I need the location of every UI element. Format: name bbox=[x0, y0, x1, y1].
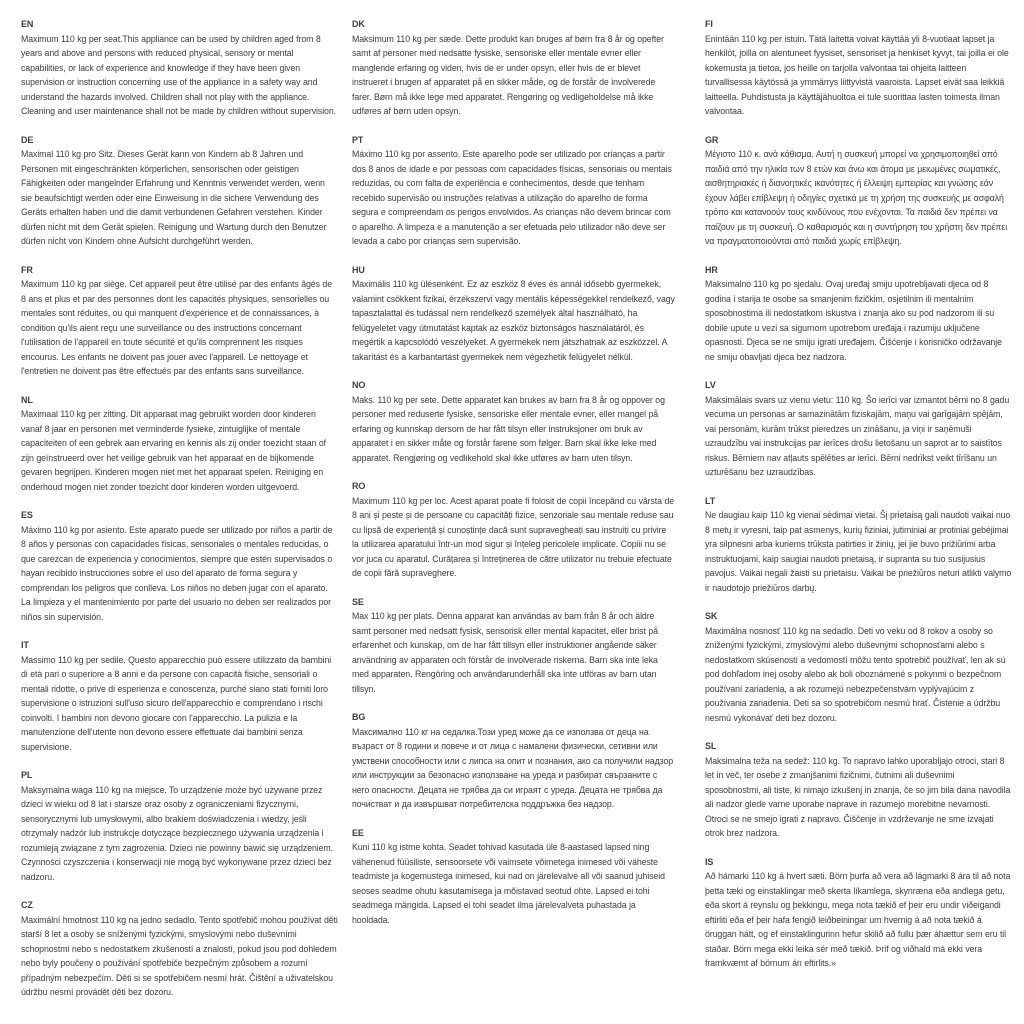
section-pl bbox=[21, 768, 338, 884]
lang-text-it: Massimo 110 kg per sedile. Questo apparecchio può essere utilizzato da bambini di età pari o superiore a 8 anni e da persone con capacità fisiche, sensoriali o mentali ridotte, o prive di esperienza e conoscenza, purché siano stati forniti loro supervisione o istruzioni sull'uso sicuro dell'apparecchio e comprendano i rischi coinvolti. I bambini non devono giocare con l'apparecchio. La pulizia e la manutenzione dell'utente non devono essere effettuate dai bambini senza supervisione. bbox=[21, 654, 332, 752]
lang-code-dk: DK bbox=[352, 19, 365, 29]
lang-text-hr: Maksimalno 110 kg po sjedalu. Ovaj uređaj smiju upotrebljavati djeca od 8 godina i starija te osobe sa smanjenim fizičkim, osjetilnim ili mentalnim sposobnostima ili nedostatkom iskustva i znanja ako su pod nadzorom ili su dobile upute u vezi sa sigurnom upotrebom uređaja i razumiju uključene opasnosti. Djeca se ne smiju igrati uređajem. Čišćenje i korisničko održavanje ne smiju obavljati djeca bez nadzora. bbox=[705, 279, 1002, 362]
lang-code-is: IS bbox=[705, 856, 714, 867]
lang-text-no: Maks. 110 kg per sete. Dette apparatet kan brukes av barn fra 8 år og oppover og personer med reduserte fysiske, sensoriske eller mentale evner, eller mangel på erfaring og kunnskap dersom de har fått tilsyn eller instruksjoner om bruk av apparatet i en sikker måte og forstår farene som følger. Barn skal ikke leke med apparatet. Rengjøring og vedlikehold skal ikke utføres av barn uten tilsyn. bbox=[352, 394, 665, 463]
lang-text-en: Maximum 110 kg per seat.This appliance can be used by children aged from 8 years and above and persons with reduced physical, sensory or mental capabilities, or lack of experience and knowledge if they have been given supervision or instruction concerning use of the appliance in a safety way and understand the hazards involved. Children shall not play with the appliance. Cleaning and user maintenance shall not be made by children without supervision. bbox=[21, 33, 336, 116]
column-1 bbox=[21, 17, 338, 1014]
lang-text-is: Að hámarki 110 kg á hvert sæti. Börn þurfa að vera að lágmarki 8 ára til að nota þetta tæki og einstaklingar með skerta líkamlega, skynræna eða andlega getu, eða skort á reynslu og þekkingu, mega nota tækið ef þeir eru undir viðeigandi eftirliti eða ef þeir hafa fengið leiðbeiningar um hvernig á að nota tækið á öruggan hátt, og ef einstaklingurinn hefur skilið að fullu þær áhættur sem eru til staðar. Börn mega ekki leika sér með tækið. Þrif og viðhald má ekki vera framkvæmt af börnum án eftirlits.» bbox=[705, 871, 1011, 968]
section-ro bbox=[352, 479, 675, 581]
lang-code-lt: LT bbox=[705, 495, 716, 506]
section-it bbox=[21, 638, 338, 754]
lang-text-pl: Maksymalna waga 110 kg na miejsce. To urządzenie może być używane przez dzieci w wieku od 8 lat i starsze oraz osoby z ograniczeniami fizycznymi, sensorycznymi lub umysłowymi, albo brakiem doświadczenia i wiedzy, jeśli otrzymały nadzór lub instrukcje dotyczące bezpiecznego używania urządzenia i rozumieją związane z tym zagrożenia. Dzieci nie powinny bawić się urządzeniem. Czynności czyszczenia i konserwacji nie mogą być wykonywane przez dzieci bez nadzoru. bbox=[21, 784, 334, 882]
lang-code-it: IT bbox=[21, 640, 29, 650]
lang-text-dk: Maksimum 110 kg per sæde. Dette produkt kan bruges af børn fra 8 år og opefter samt af personer med nedsatte fysiske, sensoriske eller mentale evner eller manglende erfaring og viden, hvis de er under opsyn, eller hvis de er blevet instrueret i brugen af apparatet på en sikker måde, og de forstår de involverede farer. Børn må ikke lege med apparatet. Rengøring og vedligeholdelse må ikke udføres af børn uden opsyn. bbox=[352, 33, 664, 116]
section-no bbox=[352, 378, 675, 465]
lang-code-sl: SL bbox=[705, 741, 717, 751]
lang-code-bg: BG bbox=[352, 712, 366, 722]
section-is bbox=[705, 855, 1012, 971]
lang-code-ee: EE bbox=[352, 827, 364, 838]
lang-code-pl: PL bbox=[21, 770, 33, 780]
lang-text-fi: Enintään 110 kg per istuin. Tätä laitetta voivat käyttää yli 8-vuotiaat lapset ja henkilöt, joilla on alentuneet fyysiset, sensoriset ja henkiset kyvyt, tai joilla ei ole kokemusta ja tietoa, jos heille on tarjolla valvontaa tai ohjeita laitteen turvallisessa käytössä ja ymmärrys liittyvistä vaaroista. Lapset eivät saa leikkiä laitteella. Puhdistusta ja käyttäjähuoltoa ei tule suorittaa lasten toimesta ilman valvontaa. bbox=[705, 33, 1009, 116]
section-en bbox=[21, 17, 338, 119]
lang-text-bg: Максимално 110 кг на седалка.Този уред може да се използва от деца на възраст от 8 години и повече и от лица с намалени физически, сетивни или умствени способности или с липса на опит и познания, ако са получили надзор или инструкции за безопасно използване на уреда и разбират свързаните с него опасности. Децата не трябва да си играят с уреда. Децата не трябва да почистват и да извършват потребителска поддръжка без надзор. bbox=[352, 726, 674, 809]
lang-text-cz: Maximální hmotnost 110 kg na jedno sedadlo. Tento spotřebič mohou používat děti starší 8 let a osoby se sníženými fyzickými, smyslovými nebo duševními schopnostmi nebo s nedostatkem zkušeností a znalostí, pokud jsou pod dohledem nebo byly poučeny o používání spotřebiče bezpečným způsobem a rozumí případným nebezpečím. Děti si se spotřebičem nesmí hrát. Čištění a uživatelskou údržbu nesmí provádět děti bez dozoru. bbox=[21, 914, 338, 997]
section-lv bbox=[705, 378, 1012, 480]
section-fi bbox=[705, 17, 1012, 119]
section-cz bbox=[21, 898, 338, 1000]
lang-code-fr: FR bbox=[21, 264, 33, 275]
lang-text-nl: Maximaal 110 kg per zitting. Dit apparaat mag gebruikt worden door kinderen vanaf 8 jaar en personen met verminderde fysieke, zintuiglijke of mentale capaciteiten of een gebrek aan ervaring en kennis als zij onder toezicht staan of zijn geïnstrueerd over het veilige gebruik van het apparaat en de bijkomende gevaren begrijpen. Kinderen mogen niet met het apparaat spelen. Reiniging en onderhoud mogen niet zonder toezicht door kinderen worden uitgevoerd. bbox=[21, 409, 327, 492]
lang-text-se: Max 110 kg per plats. Denna apparat kan användas av barn från 8 år och äldre samt personer med nedsatt fysisk, sensorisk eller mental kapacitet, eller brist på erfarenhet och kunskap, om de har fått tillsyn eller instruktioner angående säker användning av apparaten och förstår de involverade riskerna. Barn ska inte leka med apparaten. Rengöring och användarunderhåll ska inte utföras av barn utan tillsyn. bbox=[352, 611, 658, 694]
section-dk bbox=[352, 17, 675, 119]
column-3 bbox=[705, 17, 1012, 985]
lang-code-sk: SK bbox=[705, 611, 718, 621]
section-bg bbox=[352, 710, 675, 812]
lang-text-ee: Kuni 110 kg istme kohta. Seadet tohivad kasutada üle 8-aastased lapsed ning vähenenud füüsiliste, sensoorsete või vaimsete võimetega inimesed või väheste teadmiste ja kogemustega inimesed, kui nad on järelevalve all või saanud juhiseid seoses seadme ohutu kasutamisega ja mõistavad seotud ohte. Lapsed ei tohi seadmega mängida. Lapsed ei tohi seadet ilma järelevalveta puhastada ja hooldada. bbox=[352, 842, 665, 925]
section-se bbox=[352, 595, 675, 697]
lang-code-nl: NL bbox=[21, 394, 33, 405]
section-hu bbox=[352, 263, 675, 365]
section-sk bbox=[705, 609, 1012, 725]
lang-code-cz: CZ bbox=[21, 900, 33, 910]
section-lt bbox=[705, 494, 1012, 596]
lang-text-fr: Maximum 110 kg par siège. Cet appareil peut être utilisé par des enfants âgés de 8 ans et plus et par des personnes dont les capacités physiques, sensorielles ou mentales sont réduites, ou qui manquent d'expérience et de connaissances, à condition qu'ils aient reçu une surveillance ou des instructions concernant l'utilisation de l'appareil en toute sécurité et qu'ils comprennent les risques encourus. Les enfants ne doivent pas jouer avec l'appareil. Le nettoyage et l'entretien ne doivent pas être effectués par des enfants sans surveillance. bbox=[21, 279, 333, 376]
lang-code-de: DE bbox=[21, 134, 34, 145]
lang-code-es: ES bbox=[21, 510, 33, 520]
section-sl bbox=[705, 739, 1012, 841]
lang-text-gr: Μέγιστο 110 κ. ανά κάθισμα. Αυτή η συσκευή μπορεί να χρησιμοποιηθεί από παιδιά από την ηλικία των 8 ετών και άνω και άτομα με μειωμένες σωματικές, αισθητηριακές ή διανοητικές ικανότητες ή έλλειψη εμπειρίας και γνώσης εάν έχουν λάβει επίβλεψη ή οδηγίες σχετικά με τη χρήση της συσκευής με ασφαλή τρόπο και κατανοούν τους κινδύνους που ενέχονται. Τα παιδιά δεν πρέπει να παίζουν με τη συσκευή. Ο καθαρισμός και η συντήρηση του χρήστη δεν πρέπει να πραγματοποιούνται από παιδιά χωρίς επίβλεψη. bbox=[705, 149, 1008, 246]
section-fr bbox=[21, 263, 338, 379]
column-2 bbox=[352, 17, 675, 941]
lang-code-pt: PT bbox=[352, 134, 364, 145]
section-ee bbox=[352, 826, 675, 928]
lang-code-hr: HR bbox=[705, 264, 718, 275]
lang-code-en: EN bbox=[21, 19, 34, 29]
lang-text-sl: Maksimalna teža na sedež: 110 kg. To napravo lahko uporabljajo otroci, stari 8 let in več, ter osebe z zmanjšanimi fizičnimi, čutnimi ali duševnimi sposobnostmi, ali tiste, ki nimajo izkušenj in znanja, če so jim bila dana navodila ali nadzor glede varne uporabe naprave in razumejo morebitne nevarnosti. Otroci se ne smejo igrati z napravo. Čiščenje in vzdrževanje ne sme izvajati otrok brez nadzora. bbox=[705, 755, 1011, 838]
section-es bbox=[21, 508, 338, 624]
lang-code-no: NO bbox=[352, 380, 366, 390]
lang-text-sk: Maximálna nosnosť 110 kg na sedadlo. Deti vo veku od 8 rokov a osoby so zníženými fyzickými, zmyslovými alebo duševnými schopnosťami alebo s nedostatkom skúseností a vedomostí môžu tento spotrebič používať, len ak sú pod dohľadom inej osoby alebo ak boli oboznámené s pokynmi o bezpečnom používaní zariadenia, a ak rozumejú nebezpečenstvám vyplývajúcim z používania zariadenia. Deti sa so spotrebičom nesmú hrať. Čistenie a údržbu nesmú vykonávať deti bez dozoru. bbox=[705, 625, 1006, 723]
lang-code-se: SE bbox=[352, 596, 364, 607]
lang-code-gr: GR bbox=[705, 134, 719, 145]
lang-code-ro: RO bbox=[352, 481, 366, 491]
section-pt bbox=[352, 133, 675, 249]
lang-code-lv: LV bbox=[705, 380, 716, 390]
lang-text-pt: Máximo 110 kg por assento. Este aparelho pode ser utilizado por crianças a partir dos 8 anos de idade e por pessoas com capacidades físicas, sensoriais ou mentais reduzidas, ou com falta de experiência e conhecimentos, desde que tenham recebido supervisão ou instruções relativas à utilização do aparelho de forma segura e compreendam os perigos envolvidos. As crianças não devem brincar com o aparelho. A limpeza e a manutenção a ser efetuada pelo utilizador não deve ser levada a cabo por crianças sem supervisão. bbox=[352, 149, 672, 246]
lang-code-hu: HU bbox=[352, 264, 365, 275]
lang-text-ro: Maximum 110 kg per loc. Acest aparat poate fi folosit de copii începând cu vârsta de 8 ani și peste și de persoane cu capacități fizice, senzoriale sau mentale reduse sau cu lipsă de experiență și cunoștințe dacă sunt supravegheați sau instruiți cu privire la utilizarea aparatului într-un mod sigur și înțeleg pericolele implicate. Copiii nu se vor juca cu aparatul. Curățarea și întreținerea de către utilizator nu trebuie efectuate de copii fără supraveghere. bbox=[352, 495, 675, 578]
lang-text-de: Maximal 110 kg pro Sitz. Dieses Gerät kann von Kindern ab 8 Jahren und Personen mit eingeschränkten körperlichen, sensorischen oder geistigen Fähigkeiten oder mangelnder Erfahrung und Kenntnis verwendet werden, wenn sie beaufsichtigt werden oder eine Einweisung in die sichere Verwendung des Geräts erhalten haben und die damit verbundenen Gefahren verstehen. Kinder dürfen nicht mit dem Gerät spielen. Reinigung und Wartung durch den Benutzer dürfen nicht von Kindern ohne Aufsicht durchgeführt werden. bbox=[21, 149, 327, 246]
lang-text-hu: Maximális 110 kg ülésenként. Ez az eszköz 8 éves és annál idősebb gyermekek, valamint csökkent fizikai, érzékszervi vagy mentális képességekkel rendelkező, vagy tapasztalattal és tudással nem rendelkező személyek által használható, ha felügyeletet vagy útmutatást kaptak az eszköz biztonságos használatáról, és megértik a kapcsolódó veszélyeket. A gyermekek nem játszhatnak az eszközzel. A takarítást és a karbantartást gyermekek nem végezhetik felügyelet nélkül. bbox=[352, 279, 675, 362]
section-gr bbox=[705, 133, 1012, 249]
lang-text-es: Máximo 110 kg por asiento. Este aparato puede ser utilizado por niños a partir de 8 años y personas con capacidades físicas, sensoriales o mentales reducidas, o que carezcan de experiencia y conocimientos, siempre que estén supervisados o hayan recibido instrucciones sobre el uso del aparato de forma segura y comprendan los peligros que conlleva. Los niños no deben jugar con el aparato. La limpieza y el mantenimiento por parte del usuario no deben ser realizados por niños sin supervisión. bbox=[21, 524, 333, 622]
section-nl bbox=[21, 393, 338, 495]
lang-text-lv: Maksimālais svars uz vienu vietu: 110 kg. Šo ierīci var izmantot bērni no 8 gadu vecuma un personas ar samazinātām fiziskajām, maņu vai garīgajām spējām, vai personām, kurām trūkst pieredzes un zināšanu, ja viņi ir saņēmuši uzraudzību vai instrukcijas par ierīces drošu lietošanu un saprot ar to saistītos riskus. Bērniem nav atļauts spēlēties ar ierīci. Bērni nedrīkst veikt tīrīšanu un uzturēšanu bez uzraudzības. bbox=[705, 394, 1010, 477]
lang-text-lt: Ne daugiau kaip 110 kg vienai sėdimai vietai. Šį prietaisą gali naudoti vaikai nuo 8 metų ir vyresni, taip pat asmenys, kurių fiziniai, jutiminiai ar protiniai gebėjimai yra silpnesni arba kuriems trūksta patirties ir žinių, jei jie buvo prižiūrimi arba instruktuojami, kaip saugiai naudoti prietaisą, ir supranta su tuo susijusius pavojus. Vaikai negali žaisti su prietaisu. Vaikai be priežiūros neturi atlikti valymo ir naudotojo priežiūros darbų. bbox=[705, 510, 1012, 593]
lang-code-fi: FI bbox=[705, 19, 713, 29]
section-hr bbox=[705, 263, 1012, 365]
section-de bbox=[21, 133, 338, 249]
